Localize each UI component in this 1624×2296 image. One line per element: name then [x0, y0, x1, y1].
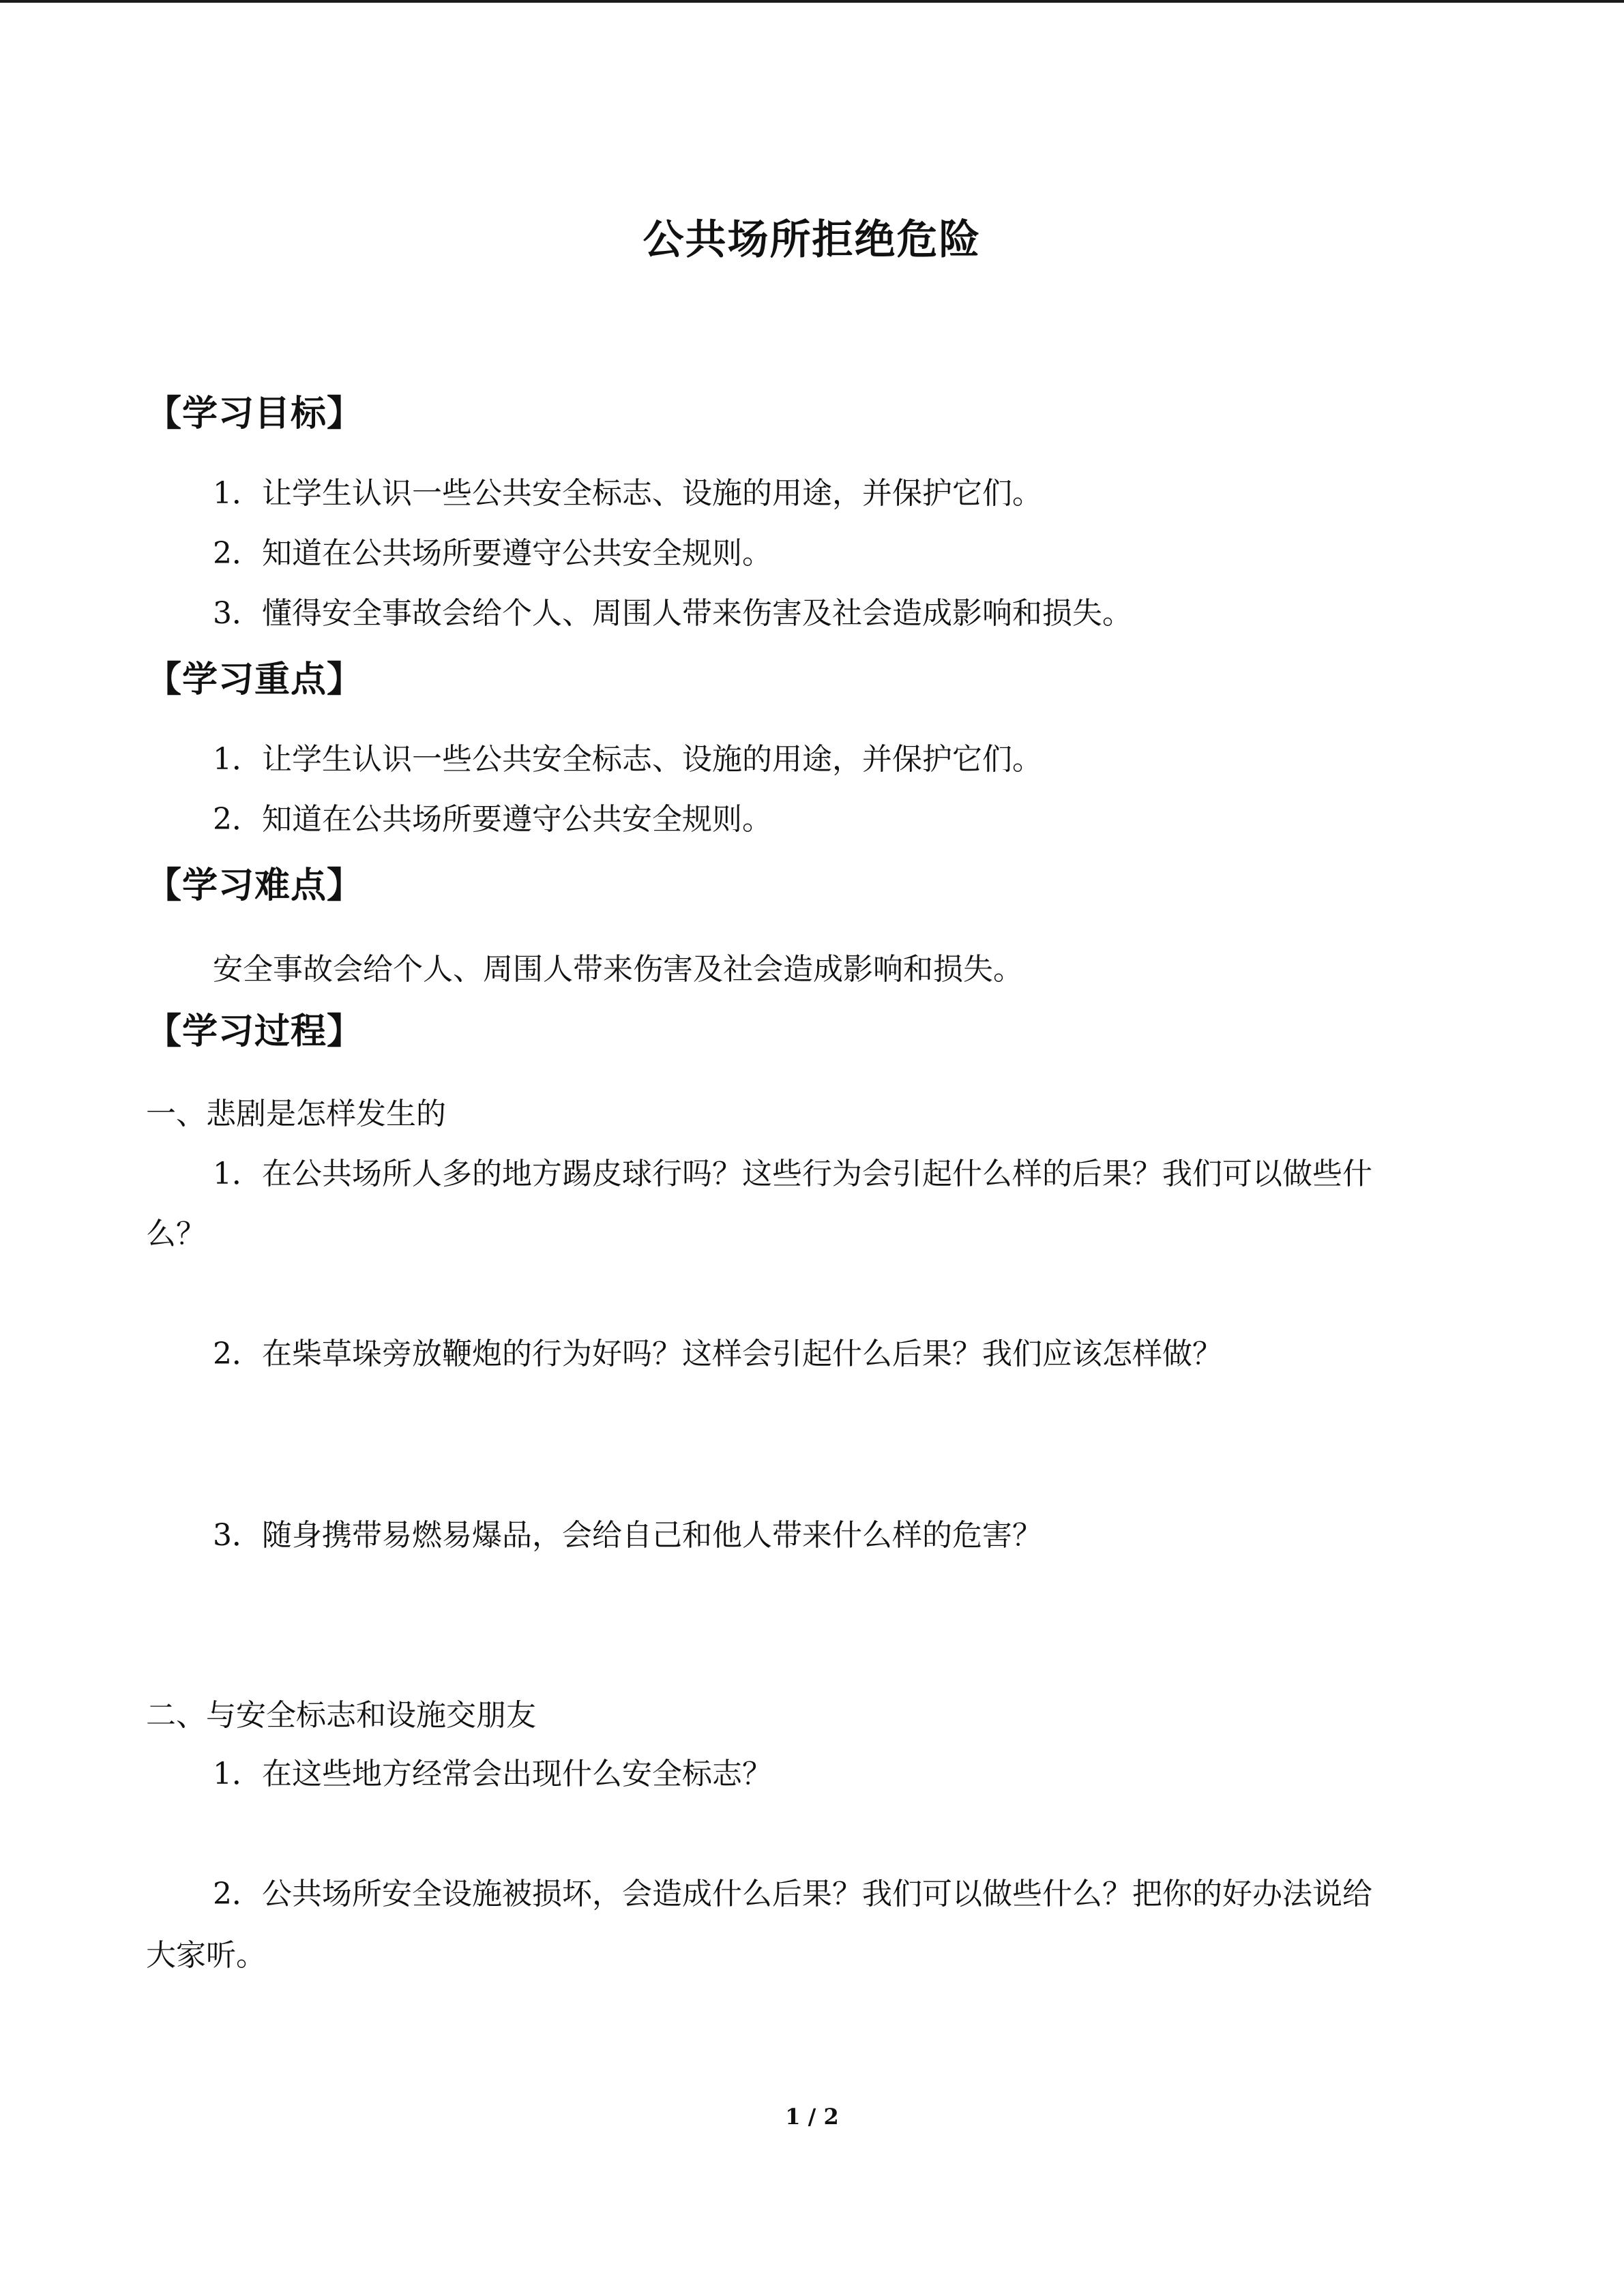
heading-key-points: 【学习重点】 [146, 659, 364, 700]
process-part2-question-2-line1: 2．公共场所安全设施被损坏，会造成什么后果？我们可以做些什么？把你的好办法说给 [213, 1877, 1372, 1911]
goal-item-2: 2．知道在公共场所要遵守公共安全规则。 [213, 536, 772, 571]
heading-difficulties: 【学习难点】 [146, 865, 364, 906]
page-number: 1 / 2 [785, 2104, 839, 2130]
heading-learning-process: 【学习过程】 [146, 1011, 364, 1052]
process-part1-title: 一、悲剧是怎样发生的 [146, 1097, 446, 1131]
process-part1-question-2: 2．在柴草垛旁放鞭炮的行为好吗？这样会引起什么后果？我们应该怎样做？ [213, 1337, 1222, 1371]
process-part2-question-1: 1．在这些地方经常会出现什么安全标志？ [213, 1757, 772, 1791]
process-part1-question-3: 3．随身携带易燃易爆品，会给自己和他人带来什么样的危害？ [213, 1518, 1042, 1553]
process-part1-question-1-line2: 么？ [146, 1217, 206, 1251]
process-part2-question-2-line2: 大家听。 [146, 1938, 266, 1973]
key-point-item-2: 2．知道在公共场所要遵守公共安全规则。 [213, 802, 772, 837]
goal-item-3: 3．懂得安全事故会给个人、周围人带来伤害及社会造成影响和损失。 [213, 596, 1132, 631]
process-part2-title: 二、与安全标志和设施交朋友 [146, 1698, 536, 1733]
difficulty-item-1: 安全事故会给个人、周围人带来伤害及社会造成影响和损失。 [213, 952, 1023, 987]
key-point-item-1: 1．让学生认识一些公共安全标志、设施的用途，并保护它们。 [213, 742, 1042, 777]
page-title: 公共场所拒绝危险 [643, 216, 981, 264]
goal-item-1: 1．让学生认识一些公共安全标志、设施的用途，并保护它们。 [213, 476, 1042, 511]
process-part1-question-1-line1: 1．在公共场所人多的地方踢皮球行吗？这些行为会引起什么样的后果？我们可以做些什 [213, 1157, 1372, 1191]
heading-learning-goals: 【学习目标】 [146, 393, 364, 434]
